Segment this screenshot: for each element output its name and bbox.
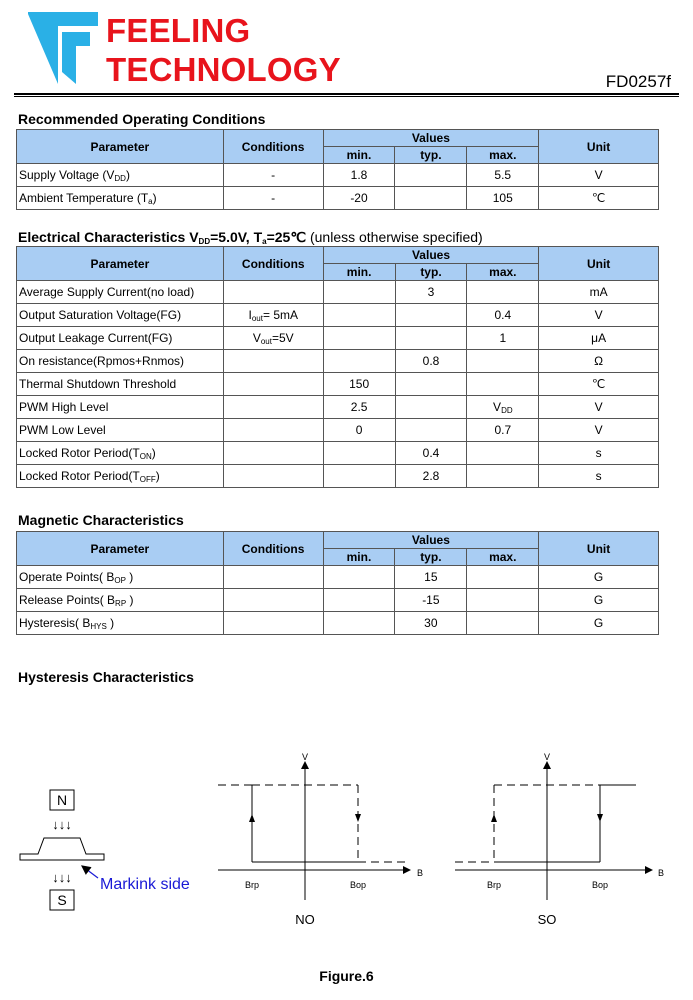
conditions-cell: $I_{out}= 5mA$ [223, 304, 323, 327]
typ-cell: 30 [395, 612, 467, 635]
typ-cell [395, 419, 467, 442]
min-cell [323, 281, 395, 304]
parameter-cell: Locked Rotor $Period(T_{OFF})$ [17, 465, 224, 488]
bop-label: Bop [349, 880, 367, 890]
table-row [17, 281, 659, 304]
col-header-min: min. [323, 147, 395, 164]
brp-label: Brp [244, 880, 260, 890]
table-row [17, 566, 659, 589]
parameter-cell: Output Saturation Voltage(FG) [17, 304, 224, 327]
table-row [17, 350, 659, 373]
max-cell [467, 465, 539, 488]
brand-name-line2: TECHNOLOGY [106, 51, 341, 88]
max-cell: 0.7 [467, 419, 539, 442]
table-row [17, 612, 659, 635]
col-header-typ: typ. [395, 147, 467, 164]
typ-cell [395, 327, 467, 350]
unit-cell: V [539, 396, 659, 419]
document-number: FD0257f [605, 72, 671, 91]
bop-label: Bop [591, 880, 609, 890]
min-cell: 150 [323, 373, 395, 396]
conditions-cell [223, 373, 323, 396]
typ-cell [395, 304, 467, 327]
field-arrows-bottom: ↓↓↓ [52, 870, 72, 885]
min-cell [323, 612, 395, 635]
mc-table [16, 531, 659, 635]
conditions-cell [223, 350, 323, 373]
sensor-package-icon [20, 838, 104, 860]
parameter-cell: PWM High Level [17, 396, 224, 419]
unit-cell: Ω [539, 350, 659, 373]
typ-cell [395, 373, 467, 396]
col-header-values: Values [323, 532, 539, 549]
min-cell [323, 327, 395, 350]
min-cell [323, 442, 395, 465]
unit-cell: s [539, 465, 659, 488]
typ-cell: 2.8 [395, 465, 467, 488]
unit-cell: ℃ [539, 373, 659, 396]
unit-cell: V [539, 304, 659, 327]
col-header-max: max. [467, 549, 539, 566]
col-header-conditions: Conditions [223, 247, 323, 281]
col-header-values: Values [323, 247, 539, 264]
parameter-cell: Output Leakage Current(FG) [17, 327, 224, 350]
table-row [17, 419, 659, 442]
typ-cell: 0.4 [395, 442, 467, 465]
max-cell [467, 350, 539, 373]
min-cell: 2.5 [323, 396, 395, 419]
max-cell [467, 281, 539, 304]
col-header-unit: Unit [539, 532, 659, 566]
section-title-mc: Magnetic Characteristics [18, 512, 184, 528]
typ-cell: 3 [395, 281, 467, 304]
no-label: NO [295, 912, 315, 927]
typ-cell [395, 396, 467, 419]
table-row [17, 327, 659, 350]
conditions-cell: - [223, 187, 323, 210]
max-cell: 105 [467, 187, 539, 210]
table-row [17, 164, 659, 187]
table-row [17, 442, 659, 465]
conditions-cell [223, 465, 323, 488]
unit-cell: μA [539, 327, 659, 350]
section-title-roc: Recommended Operating Conditions [18, 111, 266, 127]
parameter-cell: Supply Voltage $(V_{DD})$ [17, 164, 224, 187]
min-cell: 0 [323, 419, 395, 442]
parameter-cell: Release Points( $B_{RP}$ ) [17, 589, 224, 612]
magnet-illustration [20, 790, 190, 910]
col-header-typ: typ. [395, 264, 467, 281]
col-header-unit: Unit [539, 247, 659, 281]
roc-table [16, 129, 659, 210]
section-title-ec: Electrical Characteristics $V_{DD}=5.0V$, $T_a=25℃$ (unless otherwise specified) [18, 229, 483, 246]
col-header-min: min. [323, 264, 395, 281]
table-row [17, 465, 659, 488]
axis-v-label: V [544, 752, 551, 762]
conditions-cell [223, 396, 323, 419]
min-cell: 1.8 [323, 164, 395, 187]
typ-cell [395, 164, 467, 187]
brand-name-line1: FEELING [106, 12, 251, 49]
max-cell [467, 442, 539, 465]
max-cell: 1 [467, 327, 539, 350]
table-row [17, 589, 659, 612]
parameter-cell: Locked Rotor $Period(T_{ON})$ [17, 442, 224, 465]
table-row [17, 187, 659, 210]
section-title-hysteresis: Hysteresis Characteristics [18, 669, 194, 685]
axis-v-label: V [302, 752, 309, 762]
figure-caption: Figure.6 [319, 968, 374, 984]
max-cell [467, 589, 539, 612]
axis-b-label: B [658, 868, 665, 878]
typ-cell: -15 [395, 589, 467, 612]
conditions-cell [223, 612, 323, 635]
col-header-conditions: Conditions [223, 532, 323, 566]
conditions-cell [223, 419, 323, 442]
unit-cell: ℃ [539, 187, 659, 210]
col-header-parameter: Parameter [17, 247, 224, 281]
typ-cell: 0.8 [395, 350, 467, 373]
max-cell: 0.4 [467, 304, 539, 327]
col-header-max: max. [467, 264, 539, 281]
field-arrows-top: ↓↓↓ [52, 817, 72, 832]
conditions-cell [223, 442, 323, 465]
unit-cell: V [539, 419, 659, 442]
max-cell [467, 373, 539, 396]
col-header-values: Values [323, 130, 539, 147]
unit-cell: G [539, 589, 659, 612]
conditions-cell [223, 589, 323, 612]
parameter-cell: Thermal Shutdown Threshold [17, 373, 224, 396]
min-cell: -20 [323, 187, 395, 210]
axis-b-label: B [417, 868, 424, 878]
conditions-cell [223, 566, 323, 589]
brp-label: Brp [486, 880, 502, 890]
unit-cell: G [539, 612, 659, 635]
min-cell [323, 350, 395, 373]
table-row [17, 373, 659, 396]
conditions-cell [223, 281, 323, 304]
col-header-parameter: Parameter [17, 130, 224, 164]
markink-label: Markink side [100, 876, 190, 893]
parameter-cell: Operate Points( $B_{OP}$ ) [17, 566, 224, 589]
min-cell [323, 589, 395, 612]
min-cell [323, 304, 395, 327]
unit-cell: s [539, 442, 659, 465]
markink-pointer-arrow [82, 866, 98, 878]
hysteresis-no-diagram [218, 752, 423, 927]
hysteresis-so-diagram [455, 752, 664, 927]
typ-cell [395, 187, 467, 210]
table-row [17, 304, 659, 327]
min-cell [323, 566, 395, 589]
header-rule-thin [14, 96, 679, 97]
max-cell [467, 612, 539, 635]
parameter-cell: On resistance(Rpmos+Rnmos) [17, 350, 224, 373]
col-header-min: min. [323, 549, 395, 566]
so-label: SO [537, 912, 557, 927]
col-header-max: max. [467, 147, 539, 164]
table-row [17, 396, 659, 419]
parameter-cell: Hysteresis( $B_{HYS}$ ) [17, 612, 224, 635]
unit-cell: V [539, 164, 659, 187]
company-logo [28, 12, 98, 84]
col-header-unit: Unit [539, 130, 659, 164]
col-header-conditions: Conditions [223, 130, 323, 164]
unit-cell: mA [539, 281, 659, 304]
magnet-n-label: N [56, 792, 68, 808]
col-header-typ: typ. [395, 549, 467, 566]
magnet-s-label: S [57, 892, 67, 908]
parameter-cell: PWM Low Level [17, 419, 224, 442]
min-cell [323, 465, 395, 488]
parameter-cell: Average Supply Current(no load) [17, 281, 224, 304]
header-rule [14, 93, 679, 95]
max-cell: $V_{DD}$ [467, 396, 539, 419]
max-cell [467, 566, 539, 589]
hysteresis-figure [0, 740, 693, 940]
conditions-cell: $V_{out}=5V$ [223, 327, 323, 350]
ec-table [16, 246, 659, 488]
typ-cell: 15 [395, 566, 467, 589]
conditions-cell: - [223, 164, 323, 187]
col-header-parameter: Parameter [17, 532, 224, 566]
unit-cell: G [539, 566, 659, 589]
max-cell: 5.5 [467, 164, 539, 187]
parameter-cell: Ambient Temperature $(T_a)$ [17, 187, 224, 210]
